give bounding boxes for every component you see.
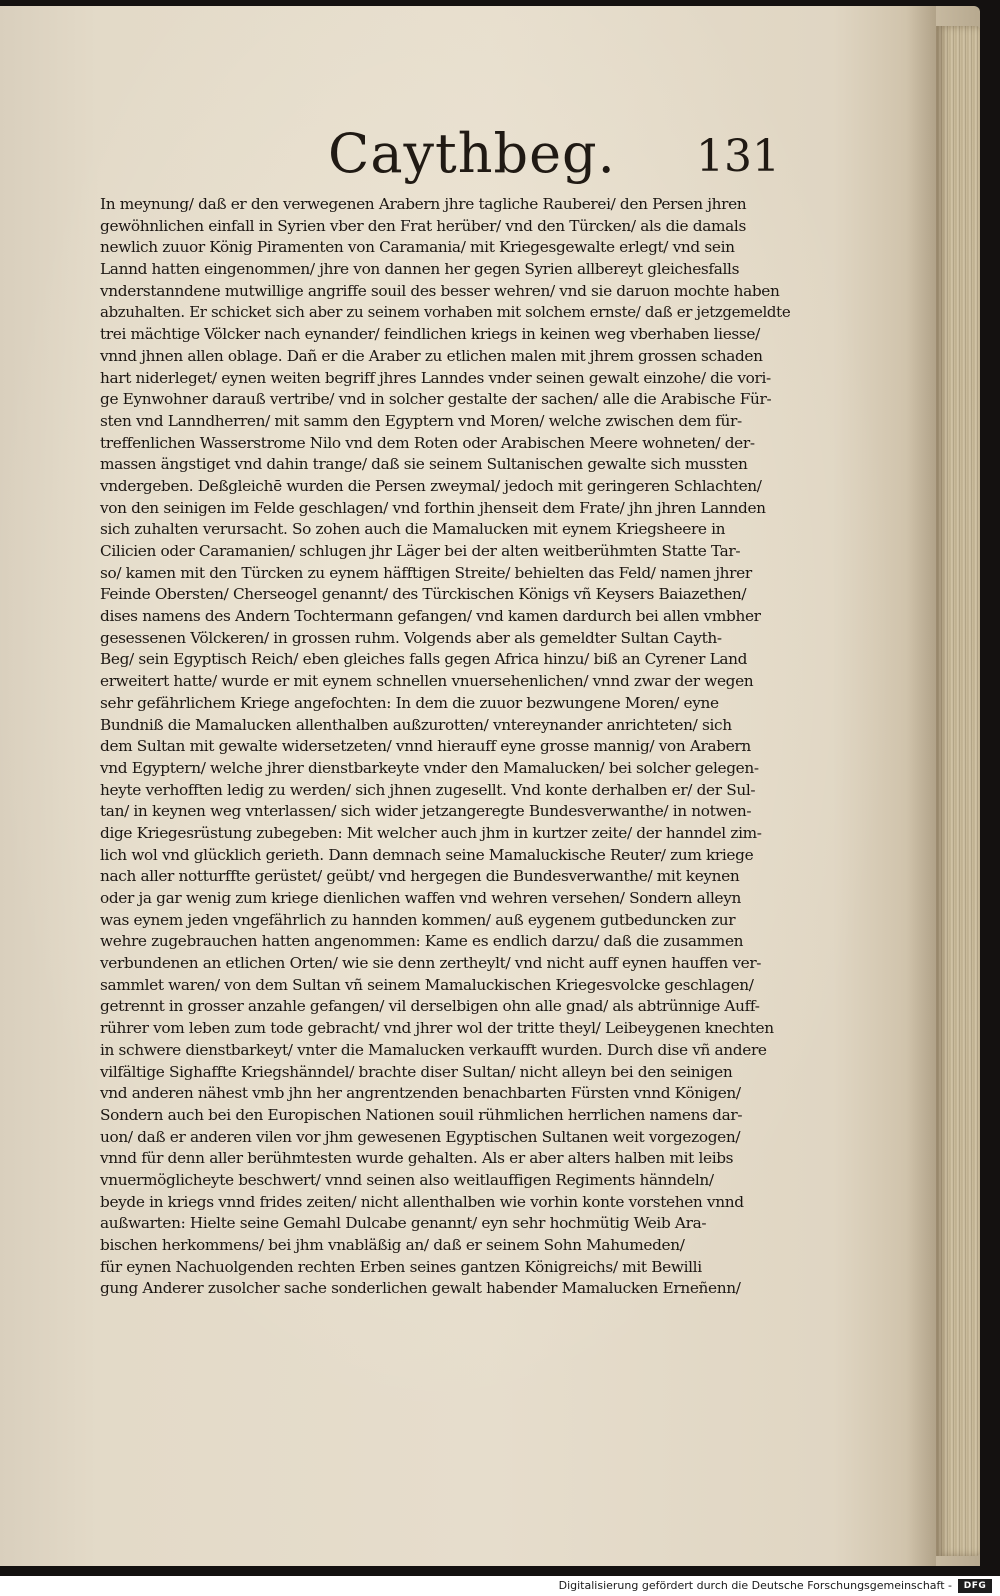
text-line: Sondern auch bei den Europischen Nationen souil rühmlichen herrlichen namens dar- (100, 1105, 743, 1124)
text-line: Cilicien oder Caramanien/ schlugen jhr Läger bei der alten weitberühmten Statte Tar- (100, 542, 741, 560)
text-line: heyte verhofften ledig zu werden/ sich jhnen zugesellt. Vnd konte derhalben er/ der Sul- (100, 780, 756, 799)
text-line: verbundenen an etlichen Orten/ wie sie denn zertheylt/ vnd nicht auff eynen hauffen ver- (100, 954, 762, 973)
text-line: massen ängstiget vnd dahin trange/ daß sie seinem Sultanischen gewalte sich mussten (100, 455, 748, 474)
text-line: oder ja gar wenig zum kriege dienlichen waffen vnd wehren versehen/ Sondern alleyn (100, 889, 742, 907)
text-line: nach aller notturffte gerüstet/ geübt/ vnd hergegen die Bundesverwanthe/ mit keynen (100, 867, 740, 886)
text-line: Bundniß die Mamalucken allenthalben außzurotten/ vntereynander anrichteten/ sich (100, 715, 732, 734)
text-line: vnderstanndene mutwillige angriffe souil des besser wehren/ vnd sie daruon mochte haben (100, 281, 780, 300)
text-line: was eynem jeden vngefährlich zu hannden kommen/ auß eygenem gutbeduncken zur (100, 910, 736, 929)
text-line: von den seinigen im Felde geschlagen/ vnd forthin jhenseit dem Frate/ jhn jhren Lannden (100, 498, 766, 517)
text-line: vnd anderen nähest vmb jhn her angrentzenden benachbarten Fürsten vnnd Königen/ (100, 1084, 741, 1103)
book-page (0, 6, 980, 1566)
running-title: Caythbeg. (328, 122, 616, 185)
page-gutter-shadow (906, 6, 936, 1566)
text-line: dem Sultan mit gewalte widersetzeten/ vnnd hierauff eyne grosse mannig/ von Arabern (100, 737, 751, 756)
text-line: bischen herkommens/ bei jhm vnabläßig an/ daß er seinem Sohn Mahumeden/ (100, 1236, 685, 1254)
text-line: treffenlichen Wasserstrome Nilo vnd dem Roten oder Arabischen Meere wohneten/ der- (100, 433, 755, 452)
text-line: dige Kriegesrüstung zubegeben: Mit welcher auch jhm in kurtzer zeite/ der hanndel zim- (100, 823, 762, 842)
text-line: vilfältige Sighaffte Kriegshänndel/ brachte diser Sultan/ nicht alleyn bei den seinigen (100, 1062, 733, 1081)
text-line: beyde in kriegs vnnd frides zeiten/ nicht allenthalben wie vorhin konte vorstehen vnnd (100, 1192, 744, 1211)
text-line: vnnd jhnen allen oblage. Dañ er die Araber zu etlichen malen mit jhrem grossen schaden (100, 346, 763, 365)
text-line: tan/ in keynen weg vnterlassen/ sich wider jetzangeregte Bundesverwanthe/ in notwen- (100, 802, 752, 821)
text-line: vnuermöglicheyte beschwert/ vnnd seinen also weitlauffigen Regiments hänndeln/ (100, 1170, 714, 1189)
text-line: sten vnd Lanndherren/ mit samm den Egyptern vnd Moren/ welche zwischen dem für- (100, 411, 742, 430)
dfg-logo: DFG (958, 1579, 992, 1593)
text-line: gewöhnlichen einfall in Syrien vber den Frat herüber/ vnd den Türcken/ als die damals (100, 216, 746, 235)
text-line: abzuhalten. Er schicket sich aber zu seinem vorhaben mit solchem ernste/ daß er jetzgemeldte (100, 303, 791, 322)
text-line: wehre zugebrauchen hatten angenommen: Kame es endlich darzu/ daß die zusammen (100, 932, 744, 951)
text-line: vnd Egyptern/ welche jhrer dienstbarkeyte vnder den Mamalucken/ bei solcher gelegen- (100, 758, 759, 777)
text-line: hart niderleget/ eynen weiten begriff jhres Lanndes vnder seinen gewalt einzohe/ die vori- (100, 368, 771, 387)
running-head (320, 124, 780, 194)
text-line: lich wol vnd glücklich gerieth. Dann demnach seine Mamaluckische Reuter/ zum kriege (100, 845, 754, 864)
text-line: gung Anderer zusolcher sache sonderlichen gewalt habender Mamalucken Erneñenn/ (100, 1279, 741, 1298)
text-line: sehr gefährlichem Kriege angefochten: In dem die zuuor bezwungene Moren/ eyne (100, 693, 719, 712)
text-line: Lannd hatten eingenommen/ jhre von dannen her gegen Syrien allbereyt gleichesfalls (100, 260, 740, 279)
text-line: gesessenen Völckeren/ in grossen ruhm. Volgends aber als gemeldter Sultan Cayth- (100, 628, 722, 647)
text-line: vndergeben. Deßgleichē wurden die Persen zweymal/ jedoch mit geringeren Schlachten/ (100, 476, 762, 495)
text-line: newlich zuuor König Piramenten von Caramania/ mit Kriegesgewalte erlegt/ vnd sein (100, 238, 735, 257)
body-text (100, 194, 790, 1300)
text-line: getrennt in grosser anzahle gefangen/ vil derselbigen ohn alle gnad/ als abtrünnige Auff- (100, 997, 760, 1016)
text-line: Beg/ sein Egyptisch Reich/ eben gleiches falls gegen Africa hinzu/ biß an Cyrener Land (100, 650, 748, 669)
page-stack-edge (936, 26, 980, 1556)
text-line: In meynung/ daß er den verwegenen Arabern jhre tagliche Rauberei/ den Persen jhren (100, 195, 747, 213)
text-line: sammlet waren/ von dem Sultan vñ seinem Mamaluckischen Kriegesvolcke geschlagen/ (100, 975, 754, 994)
text-line: rührer vom leben zum tode gebracht/ vnd jhrer wol der tritte theyl/ Leibeygenen knechten (100, 1019, 774, 1038)
footer-bar (0, 1576, 1000, 1596)
text-line: außwarten: Hielte seine Gemahl Dulcabe genannt/ eyn sehr hochmütig Weib Ara- (100, 1214, 707, 1233)
text-line: trei mächtige Völcker nach eynander/ feindlichen kriegs in keinen weg vberhaben liesse/ (100, 325, 760, 344)
text-line: sich zuhalten verursacht. So zohen auch die Mamalucken mit eynem Kriegsheere in (100, 520, 726, 539)
text-line: ge Eynwohner darauß vertribe/ vnd in solcher gestalte der sachen/ alle die Arabische Für- (100, 390, 772, 409)
text-line: für eynen Nachuolgenden rechten Erben seines gantzen Königreichs/ mit Bewilli (100, 1257, 702, 1276)
text-line: uon/ daß er anderen vilen vor jhm gewesenen Egyptischen Sultanen weit vorgezogen/ (100, 1127, 741, 1146)
text-line: Feinde Obersten/ Cherseogel genannt/ des Türckischen Königs vñ Keysers Baiazethen/ (100, 585, 747, 604)
text-line: vnnd für denn aller berühmtesten wurde gehalten. Als er aber alters halben mit leibs (100, 1149, 734, 1168)
text-line: so/ kamen mit den Türcken zu eynem häfftigen Streite/ behielten das Feld/ namen jhrer (100, 563, 752, 582)
text-line: erweitert hatte/ wurde er mit eynem schnellen vnuersehenlichen/ vnnd zwar der wegen (100, 672, 754, 691)
text-line: in schwere dienstbarkeyt/ vnter die Mamalucken verkaufft wurden. Durch dise vñ andere (100, 1040, 767, 1059)
text-line: dises namens des Andern Tochtermann gefangen/ vnd kamen dardurch bei allen vmbher (100, 607, 761, 626)
page-number: 131 (696, 131, 780, 182)
digitization-credit: Digitalisierung gefördert durch die Deutsche Forschungsgemeinschaft - (558, 1579, 952, 1592)
